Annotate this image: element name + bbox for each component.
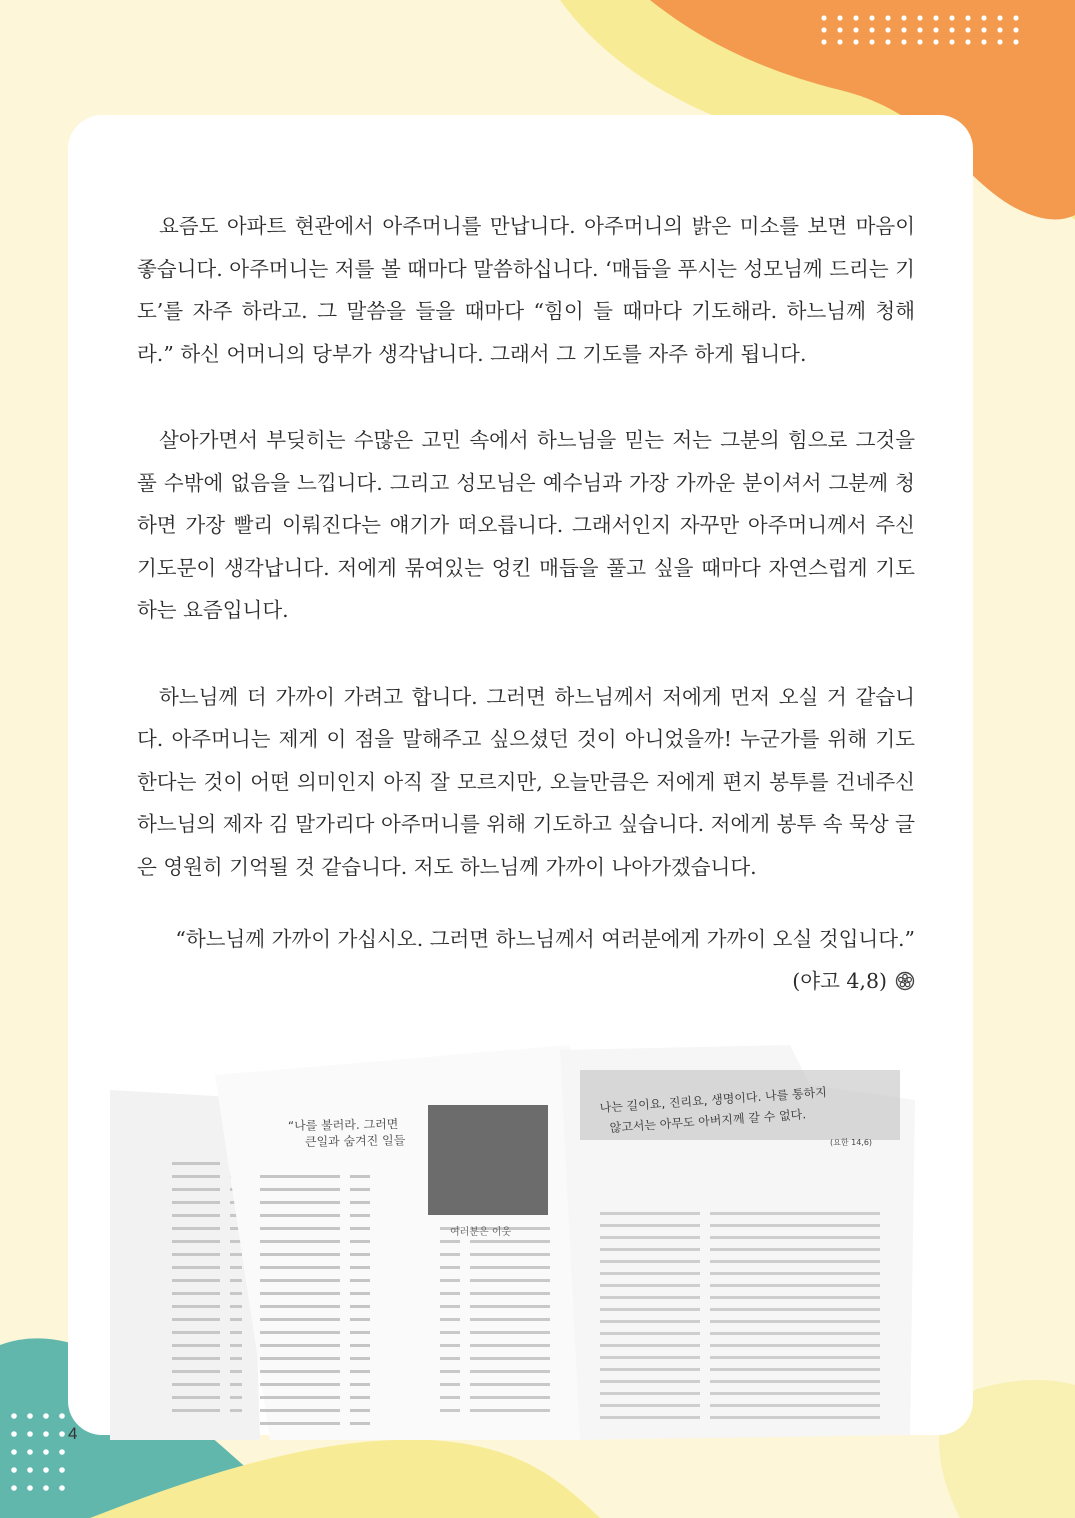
paragraph-3: 하느님께 더 가까이 가려고 합니다. 그러면 하느님께서 저에게 먼저 오실 거 같습니다. 아주머니는 제게 이 점을 말해주고 싶으셨던 것이 아니었을까! 누군가를 위해 기도한다는 것이 어떤 의미인지 아직 잘 모르지만, 오늘만큼은 저에게 편지 봉투를 건네주신 하느님의 제자 김 말가리다 아주머니를 위해 기도하고 싶습니다. 저에게 봉투 속 묵상 글은 영원히 기억될 것 같습니다. 저도 하느님께 가까이 나아가겠습니다. (137, 684, 915, 879)
paragraph-1: 요즘도 아파트 현관에서 아주머니를 만납니다. 아주머니의 밝은 미소를 보면 마음이 좋습니다. 아주머니는 저를 볼 때마다 말씀하십니다. ‘매듭을 푸시는 성모님께 드리는 기도’를 자주 하라고. 그 말씀을 들을 때마다 “힘이 들 때마다 기도해라. 하느님께 청해라.” 하신 어머니의 당부가 생각납니다. 그래서 그 기도를 자주 하게 됩니다. (137, 214, 915, 366)
sheet2-ref: (요한 14,6) (830, 1138, 873, 1147)
meditation-sheets-photo (110, 1040, 920, 1440)
page-number: 4 (68, 1424, 78, 1443)
dot-pattern-top (818, 12, 1033, 48)
quote-reference-line (792, 960, 915, 1002)
sheet1-title-1: “나를 불러라. 그러면 (287, 1117, 399, 1133)
article-body (137, 205, 915, 932)
quote-text: “하느님께 가까이 가십시오. 그러면 하느님께서 여러분에게 가까이 오실 것입니다.” (175, 927, 915, 951)
scripture-quote (150, 918, 915, 1002)
sheet1-subhead: 여러분은 이웃 (450, 1227, 512, 1238)
paragraph-2: 살아가면서 부딪히는 수많은 고민 속에서 하느님을 믿는 저는 그분의 힘으로 그것을 풀 수밖에 없음을 느낍니다. 그리고 성모님은 예수님과 가장 가까운 분이셔서 그분께 청하면 가장 빨리 이뤄진다는 얘기가 떠오릅니다. 그래서인지 자꾸만 아주머니께서 주신 기도문이 생각납니다. 저에게 묶여있는 엉킨 매듭을 풀고 싶을 때마다 자연스럽게 기도하는 요즘입니다. (137, 428, 915, 622)
quote-reference: (야고 4,8) (792, 969, 887, 993)
sheet1-title-2: 큰일과 숨겨진 일들 (304, 1133, 406, 1149)
sheet2-heading-2: 않고서는 아무도 아버지께 갈 수 없다. (609, 1107, 807, 1135)
sheet2-heading-1: 나는 길이요, 진리요, 생명이다. 나를 통하지 (599, 1085, 828, 1115)
flower-ornament-icon (895, 971, 915, 991)
